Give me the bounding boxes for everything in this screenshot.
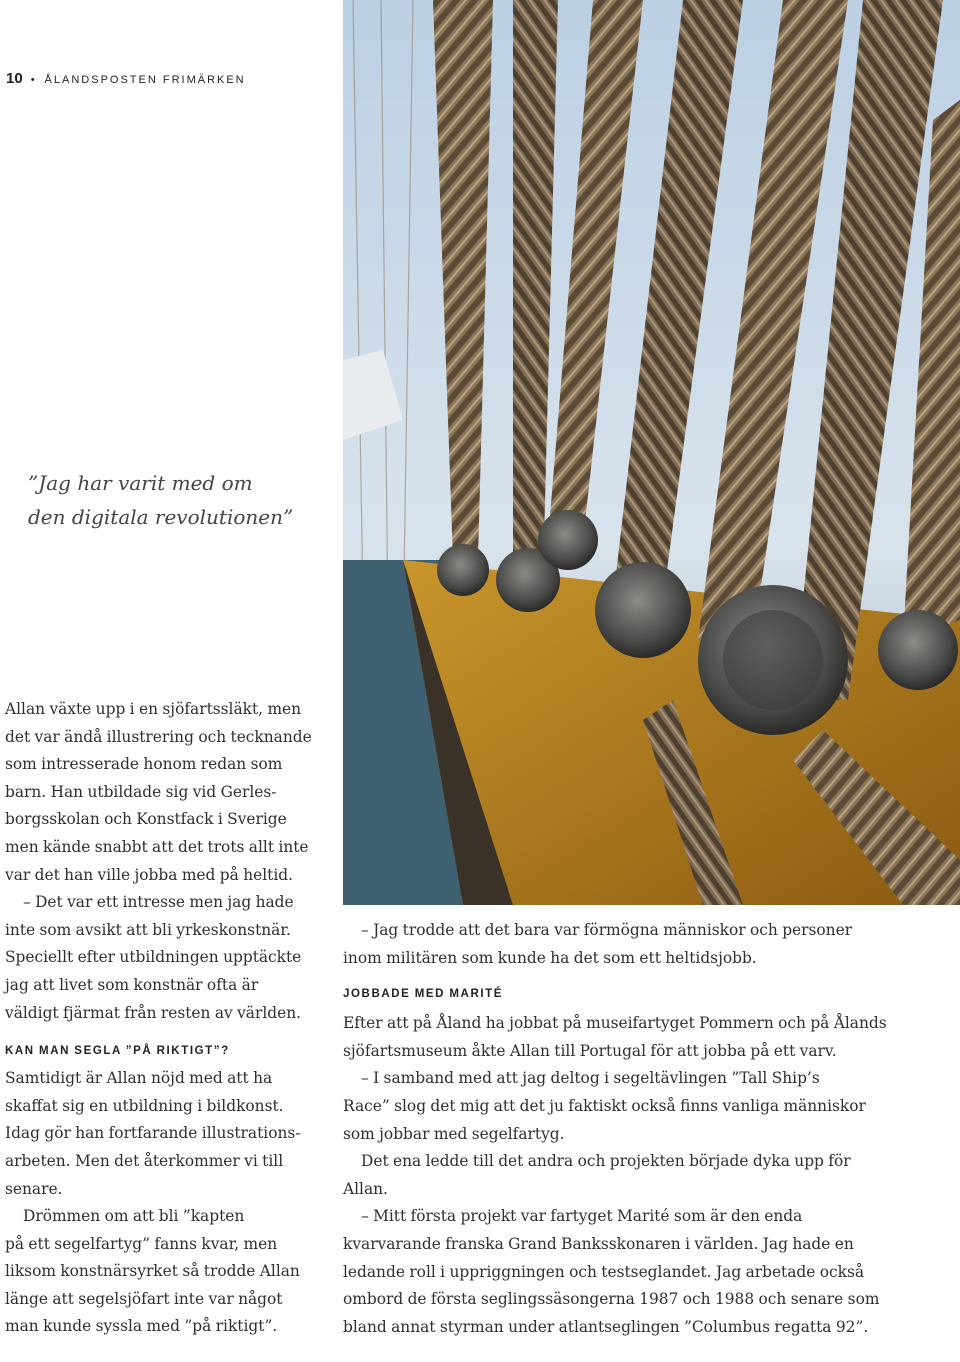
text-line: var det han ville jobba med på heltid. (5, 865, 293, 884)
text-line: på ett segelfartyg” fanns kvar, men (5, 1234, 278, 1253)
text-line: som jobbar med segelfartyg. (343, 1124, 565, 1143)
page-number: 10 (6, 70, 23, 87)
text-line: länge att segelsjöfart inte var något (5, 1289, 283, 1308)
text-line: – Det var ett intresse men jag hade (23, 893, 294, 912)
text-line: inom militären som kunde ha det som ett heltidsjobb. (343, 948, 757, 967)
pull-quote-line: ”Jag har varit med om (28, 471, 253, 495)
ship-rigging-photo (343, 0, 960, 905)
text-line: liksom konstnärsyrket så trodde Allan (5, 1262, 300, 1281)
text-line: Efter att på Åland ha jobbat på museifartyget Pommern och på Ålands (343, 1014, 887, 1033)
publication-name: ÅLANDSPOSTEN FRIMÄRKEN (44, 74, 246, 86)
text-line: bland annat styrman under atlantseglingen ”Columbus regatta 92”. (343, 1317, 869, 1336)
text-line: – Mitt första projekt var fartyget Marité som är den enda (361, 1207, 803, 1226)
section-subhead: KAN MAN SEGLA ”PÅ RIKTIGT”? (5, 1045, 230, 1058)
rigging-photo-icon (343, 0, 960, 905)
text-line: borgsskolan och Konstfack i Sverige (5, 810, 287, 829)
left-column (5, 696, 315, 1341)
text-line: senare. (5, 1179, 63, 1198)
text-line: men kände snabbt att det trots allt inte (5, 837, 309, 856)
text-line: man kunde syssla med ”på riktigt”. (5, 1317, 278, 1336)
paragraph (343, 1203, 943, 1341)
section-subhead: JOBBADE MED MARITÉ (343, 988, 504, 1001)
text-line: skaffat sig en utbildning i bildkonst. (5, 1096, 284, 1115)
text-line: väldigt fjärmat från resten av världen. (5, 1003, 302, 1022)
text-line: – I samband med att jag deltog i segeltävlingen ”Tall Ship’s (361, 1069, 820, 1088)
text-line: Race” slog det mig att det ju faktiskt också finns vanliga människor (343, 1096, 866, 1115)
paragraph (343, 1148, 943, 1203)
text-line: jag att livet som konstnär ofta är (5, 975, 259, 994)
text-line: inte som avsikt att bli yrkeskonstnär. (5, 920, 291, 939)
text-line: Drömmen om att bli ”kapten (23, 1207, 245, 1226)
text-line: Allan växte upp i en sjöfartssläkt, men (5, 700, 302, 718)
text-line: ledande roll i uppriggningen och testseglandet. Jag arbetade också (343, 1262, 865, 1281)
text-line: Det ena ledde till det andra och projekten började dyka upp för (361, 1152, 851, 1171)
text-line: arbeten. Men det återkommer vi till (5, 1151, 284, 1170)
text-line: Samtidigt är Allan nöjd med att ha (5, 1069, 273, 1088)
text-line: barn. Han utbildade sig vid Gerles- (5, 782, 277, 801)
text-line: kvarvarande franska Grand Banksskonaren i världen. Jag hade en (343, 1234, 854, 1253)
text-line: – Jag trodde att det bara var förmögna människor och personer (361, 921, 853, 939)
paragraph (5, 1065, 315, 1203)
paragraph (5, 889, 315, 1027)
text-line: Idag gör han fortfarande illustrations- (5, 1124, 301, 1143)
pull-quote-line: den digitala revolutionen” (28, 505, 294, 529)
paragraph (5, 696, 315, 889)
pull-quote (28, 466, 328, 534)
text-line: Speciellt efter utbildningen upptäckte (5, 948, 302, 967)
text-line: ombord de första seglingssäsongerna 1987 och 1988 och senare som (343, 1290, 880, 1309)
text-line: det var ändå illustrering och tecknande (5, 727, 312, 746)
paragraph (343, 1065, 943, 1148)
text-line: Allan. (343, 1179, 388, 1198)
text-line: som intresserade honom redan som (5, 755, 283, 774)
header-separator: • (30, 74, 35, 86)
right-column (343, 917, 943, 1341)
page-header (6, 70, 246, 87)
text-line: sjöfartsmuseum åkte Allan till Portugal för att jobba på ett varv. (343, 1041, 837, 1060)
paragraph (343, 917, 943, 972)
paragraph (5, 1203, 315, 1341)
paragraph (343, 1010, 943, 1065)
